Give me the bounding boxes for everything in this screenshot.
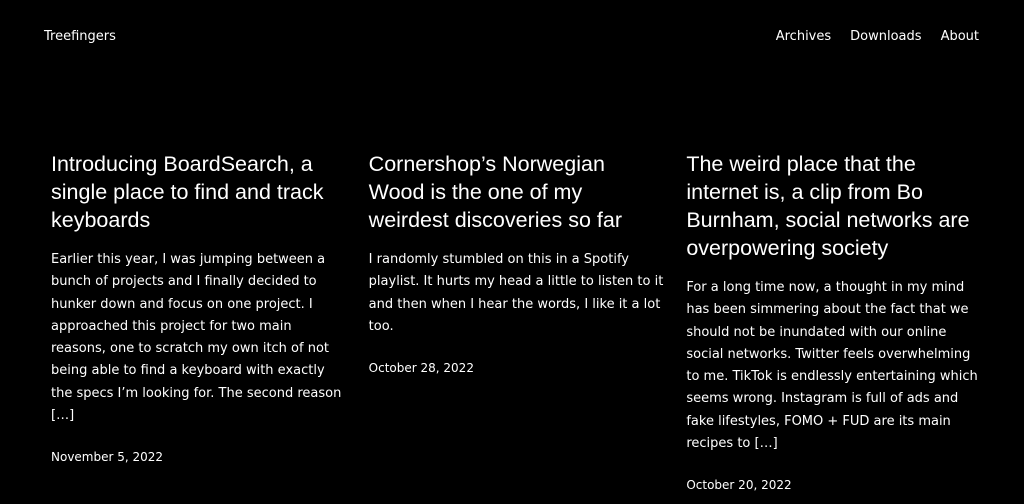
post-card <box>369 150 664 493</box>
nav-downloads-link[interactable]: Downloads <box>850 29 922 44</box>
post-date: October 28, 2022 <box>368 361 474 376</box>
post-excerpt: Earlier this year, I was jumping between a bunch of projects and I finally decided to hunker down and focus on one project. I approached this project for two main reasons, one to scratch my own itch of not being able to find a keyboard with exactly the specs I’m looking for. The second reason […] <box>51 252 342 424</box>
post-title-link[interactable]: The weird place that the internet is, a clip from Bo Burnham, social networks are overpowering society <box>686 152 970 260</box>
main-nav <box>776 28 979 46</box>
post-title-link[interactable]: Cornershop’s Norwegian Wood is the one of my weirdest discoveries so far <box>368 152 622 232</box>
post-excerpt: I randomly stumbled on this in a Spotify playlist. It hurts my head a little to listen to it and then when I hear the words, I like it a lot too. <box>368 252 664 334</box>
nav-about-link[interactable]: About <box>940 29 979 44</box>
nav-archives-link[interactable]: Archives <box>775 29 832 44</box>
post-card <box>51 150 346 493</box>
site-title-link[interactable]: Treefingers <box>44 29 116 44</box>
post-card <box>686 150 981 493</box>
post-excerpt: For a long time now, a thought in my mind has been simmering about the fact that we should not be inundated with our online social networks. Twitter feels overwhelming to me. TikTok is endlessly entertaining which seems wrong. Instagram is full of ads and fake lifestyles, FOMO + FUD are its main recipes to […] <box>686 280 978 452</box>
post-date: November 5, 2022 <box>51 450 164 465</box>
post-date: October 20, 2022 <box>686 478 792 493</box>
post-title-link[interactable]: Introducing BoardSearch, a single place to find and track keyboards <box>51 152 324 232</box>
post-list <box>51 150 981 493</box>
site-header <box>0 0 1024 76</box>
